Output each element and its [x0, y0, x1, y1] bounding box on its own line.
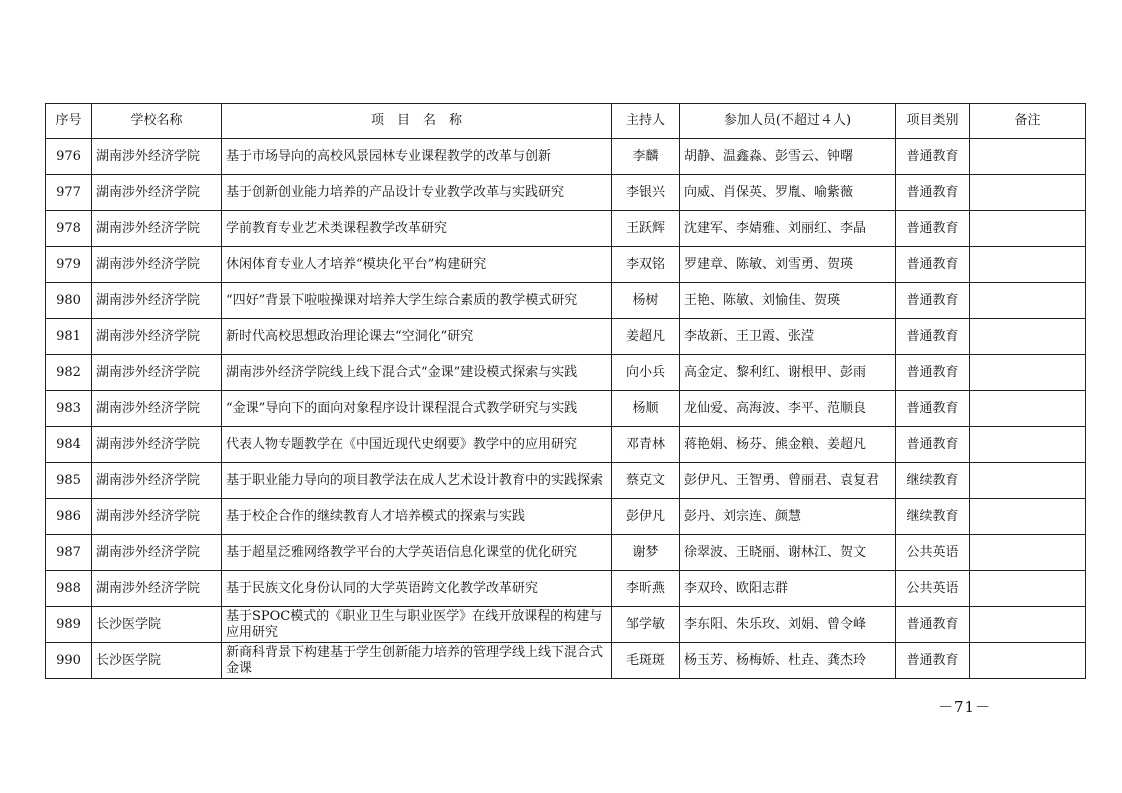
row-project-title: 代表人物专题教学在《中国近现代史纲要》教学中的应用研究 — [222, 427, 612, 463]
row-index: 981 — [46, 319, 92, 355]
row-index: 976 — [46, 139, 92, 175]
row-category: 普通教育 — [896, 139, 970, 175]
row-note — [970, 643, 1086, 679]
row-index: 984 — [46, 427, 92, 463]
header-school: 学校名称 — [92, 104, 222, 139]
header-index: 序号 — [46, 104, 92, 139]
row-project-title: 休闲体育专业人才培养“模块化平台”构建研究 — [222, 247, 612, 283]
row-school: 湖南涉外经济学院 — [92, 319, 222, 355]
row-project-title: 学前教育专业艺术类课程教学改革研究 — [222, 211, 612, 247]
row-members: 蒋艳娟、杨芬、熊金粮、姜超凡 — [680, 427, 896, 463]
row-index: 990 — [46, 643, 92, 679]
row-category: 公共英语 — [896, 535, 970, 571]
table-row — [46, 607, 1086, 643]
row-members: 彭丹、刘宗连、颜慧 — [680, 499, 896, 535]
row-index: 986 — [46, 499, 92, 535]
row-members: 胡静、温鑫淼、彭雪云、钟曙 — [680, 139, 896, 175]
table-row — [46, 463, 1086, 499]
row-note — [970, 211, 1086, 247]
row-school: 湖南涉外经济学院 — [92, 211, 222, 247]
table-row — [46, 643, 1086, 679]
row-project-title: 基于民族文化身份认同的大学英语跨文化教学改革研究 — [222, 571, 612, 607]
row-project-title: 基于校企合作的继续教育人才培养模式的探索与实践 — [222, 499, 612, 535]
table-body — [46, 139, 1086, 679]
row-category: 普通教育 — [896, 355, 970, 391]
row-school: 湖南涉外经济学院 — [92, 571, 222, 607]
table-row — [46, 175, 1086, 211]
row-leader: 杨顺 — [612, 391, 680, 427]
row-leader: 毛斑斑 — [612, 643, 680, 679]
row-project-title: “四好”背景下啦啦操课对培养大学生综合素质的教学模式研究 — [222, 283, 612, 319]
row-members: 罗建章、陈敏、刘雪勇、贺瑛 — [680, 247, 896, 283]
row-leader: 谢梦 — [612, 535, 680, 571]
header-note: 备注 — [970, 104, 1086, 139]
row-leader: 李银兴 — [612, 175, 680, 211]
row-note — [970, 319, 1086, 355]
project-table — [45, 103, 1086, 679]
table-row — [46, 283, 1086, 319]
row-category: 普通教育 — [896, 211, 970, 247]
row-project-title: 基于创新创业能力培养的产品设计专业教学改革与实践研究 — [222, 175, 612, 211]
table-row — [46, 391, 1086, 427]
row-category: 普通教育 — [896, 607, 970, 643]
row-members: 高金定、黎利红、谢根甲、彭雨 — [680, 355, 896, 391]
row-index: 985 — [46, 463, 92, 499]
row-note — [970, 499, 1086, 535]
row-members: 李故新、王卫霞、张滢 — [680, 319, 896, 355]
row-leader: 邹学敏 — [612, 607, 680, 643]
row-note — [970, 607, 1086, 643]
row-note — [970, 139, 1086, 175]
header-project-title: 项 目 名 称 — [222, 104, 612, 139]
row-index: 980 — [46, 283, 92, 319]
row-school: 湖南涉外经济学院 — [92, 463, 222, 499]
row-leader: 李双铭 — [612, 247, 680, 283]
row-note — [970, 427, 1086, 463]
row-project-title: “金课”导向下的面向对象程序设计课程混合式教学研究与实践 — [222, 391, 612, 427]
row-school: 湖南涉外经济学院 — [92, 139, 222, 175]
row-category: 公共英语 — [896, 571, 970, 607]
row-category: 普通教育 — [896, 427, 970, 463]
row-category: 普通教育 — [896, 391, 970, 427]
page-number: －71－ — [938, 698, 992, 716]
row-school: 湖南涉外经济学院 — [92, 355, 222, 391]
row-school: 湖南涉外经济学院 — [92, 247, 222, 283]
row-project-title: 基于市场导向的高校风景园林专业课程教学的改革与创新 — [222, 139, 612, 175]
row-members: 龙仙爱、高海波、李平、范顺良 — [680, 391, 896, 427]
row-school: 湖南涉外经济学院 — [92, 535, 222, 571]
row-category: 继续教育 — [896, 499, 970, 535]
table-header — [46, 104, 1086, 139]
row-note — [970, 391, 1086, 427]
table-row — [46, 247, 1086, 283]
row-leader: 李麟 — [612, 139, 680, 175]
row-index: 979 — [46, 247, 92, 283]
row-members: 杨玉芳、杨梅娇、杜垚、龚杰玲 — [680, 643, 896, 679]
row-members: 彭伊凡、王智勇、曾丽君、袁复君 — [680, 463, 896, 499]
row-index: 989 — [46, 607, 92, 643]
header-row — [46, 104, 1086, 139]
row-index: 978 — [46, 211, 92, 247]
table-row — [46, 535, 1086, 571]
row-project-title: 新时代高校思想政治理论课去“空洞化”研究 — [222, 319, 612, 355]
row-category: 普通教育 — [896, 175, 970, 211]
row-members: 向威、肖保英、罗胤、喻紫薇 — [680, 175, 896, 211]
row-leader: 姜超凡 — [612, 319, 680, 355]
row-members: 李双玲、欧阳志群 — [680, 571, 896, 607]
row-project-title: 湖南涉外经济学院线上线下混合式“金课”建设模式探索与实践 — [222, 355, 612, 391]
header-members: 参加人员(不超过４人) — [680, 104, 896, 139]
table-row — [46, 427, 1086, 463]
row-members: 王艳、陈敏、刘愉佳、贺瑛 — [680, 283, 896, 319]
row-school: 湖南涉外经济学院 — [92, 283, 222, 319]
row-school: 长沙医学院 — [92, 643, 222, 679]
row-leader: 杨树 — [612, 283, 680, 319]
row-leader: 蔡克文 — [612, 463, 680, 499]
table-row — [46, 571, 1086, 607]
row-project-title: 基于职业能力导向的项目教学法在成人艺术设计教育中的实践探索 — [222, 463, 612, 499]
row-note — [970, 535, 1086, 571]
row-category: 普通教育 — [896, 643, 970, 679]
row-project-title: 基于超星泛雅网络教学平台的大学英语信息化课堂的优化研究 — [222, 535, 612, 571]
table-row — [46, 211, 1086, 247]
row-leader: 邓青林 — [612, 427, 680, 463]
row-project-title: 基于SPOC模式的《职业卫生与职业医学》在线开放课程的构建与应用研究 — [222, 607, 612, 643]
row-leader: 彭伊凡 — [612, 499, 680, 535]
table-row — [46, 139, 1086, 175]
table-row — [46, 319, 1086, 355]
row-project-title: 新商科背景下构建基于学生创新能力培养的管理学线上线下混合式金课 — [222, 643, 612, 679]
row-index: 982 — [46, 355, 92, 391]
row-category: 普通教育 — [896, 283, 970, 319]
row-members: 徐翠波、王晓丽、谢林江、贺文 — [680, 535, 896, 571]
row-school: 长沙医学院 — [92, 607, 222, 643]
header-leader: 主持人 — [612, 104, 680, 139]
table-row — [46, 355, 1086, 391]
row-leader: 向小兵 — [612, 355, 680, 391]
row-members: 李东阳、朱乐玫、刘娟、曾令峰 — [680, 607, 896, 643]
row-index: 987 — [46, 535, 92, 571]
row-note — [970, 463, 1086, 499]
table-row — [46, 499, 1086, 535]
row-note — [970, 175, 1086, 211]
row-note — [970, 571, 1086, 607]
row-category: 普通教育 — [896, 247, 970, 283]
row-school: 湖南涉外经济学院 — [92, 499, 222, 535]
row-index: 988 — [46, 571, 92, 607]
row-index: 983 — [46, 391, 92, 427]
row-note — [970, 283, 1086, 319]
row-note — [970, 355, 1086, 391]
row-category: 继续教育 — [896, 463, 970, 499]
row-school: 湖南涉外经济学院 — [92, 391, 222, 427]
row-members: 沈建军、李婧雅、刘丽红、李晶 — [680, 211, 896, 247]
row-leader: 李昕燕 — [612, 571, 680, 607]
row-note — [970, 247, 1086, 283]
row-school: 湖南涉外经济学院 — [92, 427, 222, 463]
row-index: 977 — [46, 175, 92, 211]
header-category: 项目类别 — [896, 104, 970, 139]
row-leader: 王跃辉 — [612, 211, 680, 247]
row-school: 湖南涉外经济学院 — [92, 175, 222, 211]
row-category: 普通教育 — [896, 319, 970, 355]
